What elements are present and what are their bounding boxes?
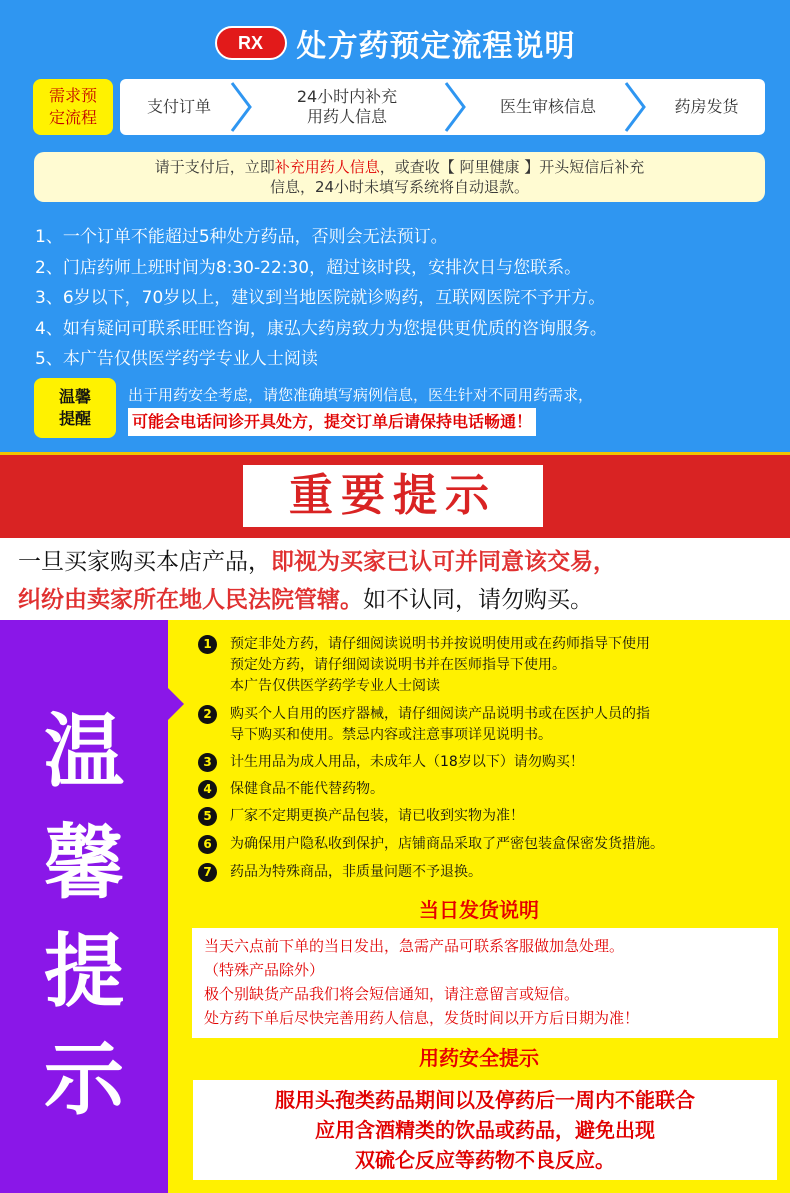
tip-item-1 (198, 634, 783, 697)
rule-item: 3、6岁以下，70岁以上，建议到当地医院就诊购药，互联网医院不予开方。 (35, 288, 606, 308)
rule-item: 2、门店药师上班时间为8:30-22:30，超过该时段，安排次日与您联系。 (35, 257, 582, 278)
prescription-process-section (0, 0, 790, 452)
tip-item-3 (198, 752, 783, 773)
warm-reminder-line2: 可能会电话问诊开具处方，提交订单后请保持电话畅通！ (128, 408, 536, 436)
safety-line: 双硫仑反应等药物不良反应。 (355, 1148, 615, 1172)
chevron-right-icon (442, 81, 468, 133)
flow-step-3 (468, 79, 628, 135)
number-badge-icon: 1 (198, 635, 217, 654)
tip-item-5 (198, 806, 783, 827)
disclaimer-line2 (18, 582, 778, 618)
flow-step-4 (648, 79, 765, 135)
flow-steps-bar (120, 79, 765, 135)
tip-item-6 (198, 834, 783, 855)
disclaimer-line2-red: 纠纷由卖家所在地人民法院管辖。 (18, 587, 363, 613)
disclaimer-line1 (18, 544, 778, 580)
safety-line: 服用头孢类药品期间以及停药后一周内不能联合 (275, 1088, 695, 1112)
pointer-arrow-icon (168, 688, 184, 720)
shipping-heading: 当日发货说明 (419, 898, 539, 922)
notice-line2: 信息，24小时未填写系统将自动退款。 (269, 178, 530, 196)
flow-label-line1: 需求预 (48, 86, 97, 105)
flow-label-line2: 定流程 (48, 108, 97, 127)
flow-step-1-label: 支付订单 (146, 97, 211, 116)
number-badge-icon: 6 (198, 835, 217, 854)
safety-line: 应用含酒精类的饮品或药品，避免出现 (315, 1118, 655, 1142)
warm-badge-line2: 提醒 (58, 409, 91, 428)
tip-line: 药品为特殊商品，非质量问题不予退换。 (230, 864, 482, 880)
shipping-line: 极个别缺货产品我们将会短信通知，请注意留言或短信。 (204, 985, 580, 1003)
tip-line: 厂家不定期更换产品包装，请已收到实物为准！ (230, 808, 524, 824)
disclaimer-line2-black: 如不认同，请勿购买。 (363, 587, 593, 613)
notice-box (34, 152, 765, 202)
shipping-line: （特殊产品除外） (204, 961, 325, 979)
warm-badge-line1: 温馨 (58, 387, 91, 406)
chevron-right-icon (228, 81, 254, 133)
tip-line: 保健食品不能代替药物。 (230, 781, 384, 797)
number-badge-icon: 7 (198, 863, 217, 882)
number-badge-icon: 2 (198, 705, 217, 724)
shipping-info-box (192, 928, 778, 1038)
tip-item-7 (198, 862, 783, 883)
rx-badge: RX (215, 26, 287, 60)
flow-step-2 (252, 79, 442, 135)
notice-text-part2: ，或查收【 阿里健康 】开头短信后补充 (379, 158, 645, 176)
title-row (0, 20, 790, 66)
warm-reminder-text (128, 382, 778, 436)
number-badge-icon: 5 (198, 807, 217, 826)
tip-line: 预定处方药，请仔细阅读说明书并在医师指导下使用。 (230, 657, 566, 673)
important-title: 重要提示 (243, 465, 543, 527)
side-title-char: 馨 (44, 817, 124, 910)
shipping-line: 处方药下单后尽快完善用药人信息，发货时间以开方后日期为准！ (204, 1009, 640, 1027)
tip-line: 购买个人自用的医疗器械，请仔细阅读产品说明书或在医护人员的指 (230, 706, 650, 722)
warm-reminder-line1: 出于用药安全考虑，请您准确填写病例信息，医生针对不同用药需求， (128, 386, 594, 404)
notice-highlight: 补充用药人信息 (274, 158, 380, 176)
tip-line: 为确保用户隐私收到保护，店铺商品采取了严密包装盒保密发货措施。 (230, 836, 664, 852)
tip-line: 预定非处方药，请仔细阅读说明书并按说明使用或在药师指导下使用 (230, 636, 650, 652)
tip-item-4 (198, 779, 783, 800)
side-title-char: 示 (44, 1033, 124, 1126)
rule-item: 4、如有疑问可联系旺旺咨询，康弘大药房致力为您提供更优质的咨询服务。 (35, 318, 607, 339)
chevron-right-icon (622, 81, 648, 133)
tip-line: 本广告仅供医学药学专业人士阅读 (230, 678, 440, 694)
rule-item: 1、一个订单不能超过5种处方药品，否则会无法预订。 (35, 227, 448, 247)
warm-reminder-badge (34, 378, 116, 438)
safety-info-box (193, 1080, 777, 1180)
flow-step-2-line1: 24小时内补充 (296, 87, 398, 106)
shipping-line: 当天六点前下单的当日发出，急需产品可联系客服做加急处理。 (204, 937, 625, 955)
disclaimer-section (0, 538, 790, 620)
important-notice-banner (0, 452, 790, 538)
side-title-panel (0, 620, 168, 1193)
side-title-char: 提 (44, 925, 124, 1018)
tip-line: 导下购买和使用。禁忌内容或注意事项详见说明书。 (230, 727, 552, 743)
notice-text-part1: 请于支付后，立即 (154, 158, 275, 176)
number-badge-icon: 4 (198, 780, 217, 799)
tip-item-2 (198, 704, 783, 746)
number-badge-icon: 3 (198, 753, 217, 772)
rule-item: 5、本广告仅供医学药学专业人士阅读 (35, 349, 318, 369)
flow-label (33, 79, 113, 135)
disclaimer-line1-red: 即视为买家已认可并同意该交易， (271, 549, 616, 575)
disclaimer-line1-black: 一旦买家购买本店产品， (18, 549, 271, 575)
rules-list (35, 222, 775, 375)
flow-step-4-label: 药房发货 (674, 97, 739, 116)
tip-line: 计生用品为成人用品，未成年人（18岁以下）请勿购买！ (230, 754, 584, 770)
side-title-char: 温 (44, 705, 124, 798)
safety-heading: 用药安全提示 (419, 1046, 539, 1070)
flow-step-2-line2: 用药人信息 (306, 107, 387, 126)
page-title: 处方药预定流程说明 (296, 29, 576, 64)
flow-step-1 (120, 79, 238, 135)
notice-line1 (34, 157, 765, 177)
flow-step-3-label: 医生审核信息 (499, 97, 596, 116)
